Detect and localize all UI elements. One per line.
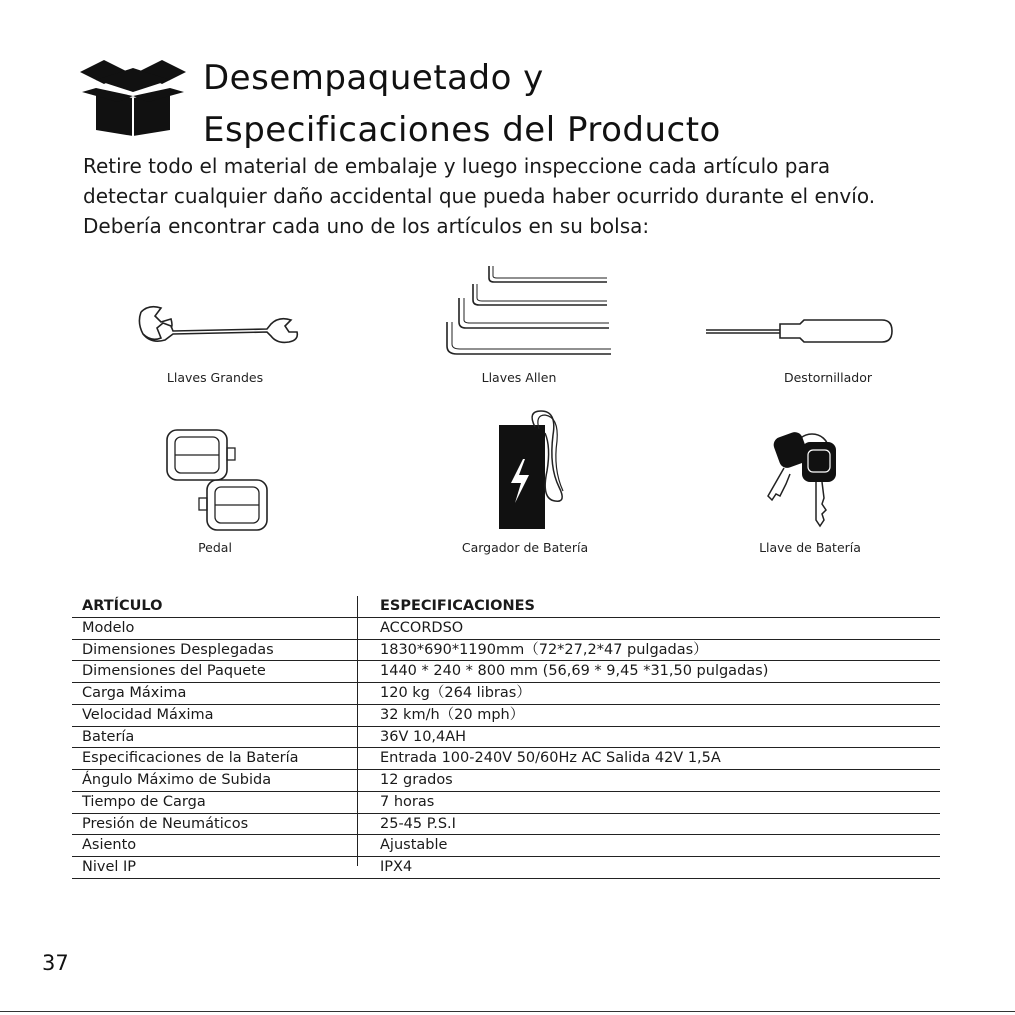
intro-paragraph: [83, 151, 963, 241]
item-label-battery-key: Llave de Batería: [759, 540, 861, 555]
item-allen-keys: [389, 262, 649, 395]
spec-value: 120 kg（264 libras）: [380, 685, 531, 701]
table-row: [72, 814, 940, 836]
title-line-2: Especificaciones del Producto: [203, 110, 721, 150]
table-row: [72, 748, 940, 770]
spec-item: Velocidad Máxima: [82, 706, 214, 723]
item-battery-charger: [395, 405, 655, 565]
item-wrench: [85, 295, 345, 395]
spec-value: 32 km/h（20 mph）: [380, 706, 525, 723]
spec-item: Carga Máxima: [82, 685, 187, 701]
table-row: [72, 857, 940, 879]
item-screwdriver: [698, 310, 958, 395]
item-pedal: [85, 420, 345, 565]
spec-value: 7 horas: [380, 793, 435, 810]
spec-value: 1440 * 240 * 800 mm (56,69 * 9,45 *31,50 pulgadas): [380, 663, 769, 680]
battery-charger-icon: [495, 407, 585, 532]
item-label-screwdriver: Destornillador: [783, 370, 873, 385]
spec-table: [72, 596, 940, 879]
table-column-divider: [357, 596, 358, 866]
table-row: [72, 683, 940, 705]
screwdriver-icon: [700, 314, 900, 348]
item-label-allen-keys: Llaves Allen: [481, 370, 557, 385]
table-row: [72, 792, 940, 814]
title-line-1: Desempaquetado y: [203, 58, 544, 98]
item-battery-key: [680, 420, 940, 565]
page-bottom-rule: [0, 1011, 1015, 1012]
wrench-icon: [135, 298, 305, 348]
allen-keys-icon: [439, 262, 619, 362]
spec-value: Ajustable: [380, 837, 448, 854]
spec-item: Asiento: [82, 837, 137, 854]
table-row: [72, 661, 940, 683]
spec-item: Nivel IP: [82, 859, 137, 875]
spec-value: 1830*690*1190mm（72*27,2*47 pulgadas）: [380, 641, 708, 658]
intro-line-2: detectar cualquier daño accidental que pueda haber ocurrido durante el envío.: [83, 184, 876, 208]
page-title: [203, 52, 721, 156]
item-label-wrench: Llaves Grandes: [166, 370, 264, 385]
table-row: [72, 640, 940, 662]
spec-value: Entrada 100-240V 50/60Hz AC Salida 42V 1,5A: [380, 750, 721, 767]
battery-key-icon: [760, 424, 850, 529]
item-label-pedal: Pedal: [198, 540, 232, 555]
spec-header-spec: ESPECIFICACIONES: [380, 598, 535, 614]
spec-item: Presión de Neumáticos: [82, 815, 249, 832]
item-label-battery-charger: Cargador de Batería: [461, 540, 589, 555]
spec-value: 36V 10,4AH: [380, 728, 467, 745]
pedal-icon: [159, 424, 289, 534]
spec-item: Dimensiones Desplegadas: [82, 641, 274, 658]
spec-value: IPX4: [380, 859, 413, 875]
spec-item: Tiempo de Carga: [82, 793, 206, 810]
table-row: [72, 770, 940, 792]
spec-item: Ángulo Máximo de Subida: [82, 772, 272, 788]
spec-value: 25-45 P.S.I: [380, 815, 456, 832]
table-row: [72, 727, 940, 749]
intro-line-3: Debería encontrar cada uno de los artículos en su bolsa:: [83, 214, 650, 238]
spec-value: 12 grados: [380, 772, 453, 788]
table-row: [72, 618, 940, 640]
spec-item: Modelo: [82, 619, 135, 636]
table-row: [72, 705, 940, 727]
intro-line-1: Retire todo el material de embalaje y luego inspeccione cada artículo para: [83, 154, 831, 178]
spec-value: ACCORDSO: [380, 619, 464, 636]
spec-header-item: ARTÍCULO: [82, 598, 163, 614]
page-number: 37: [42, 951, 69, 975]
table-row: [72, 835, 940, 857]
spec-item: Especificaciones de la Batería: [82, 750, 299, 767]
spec-item: Dimensiones del Paquete: [82, 663, 266, 680]
spec-header-row: [72, 596, 940, 618]
spec-item: Batería: [82, 728, 135, 745]
open-box-icon: [78, 58, 188, 138]
